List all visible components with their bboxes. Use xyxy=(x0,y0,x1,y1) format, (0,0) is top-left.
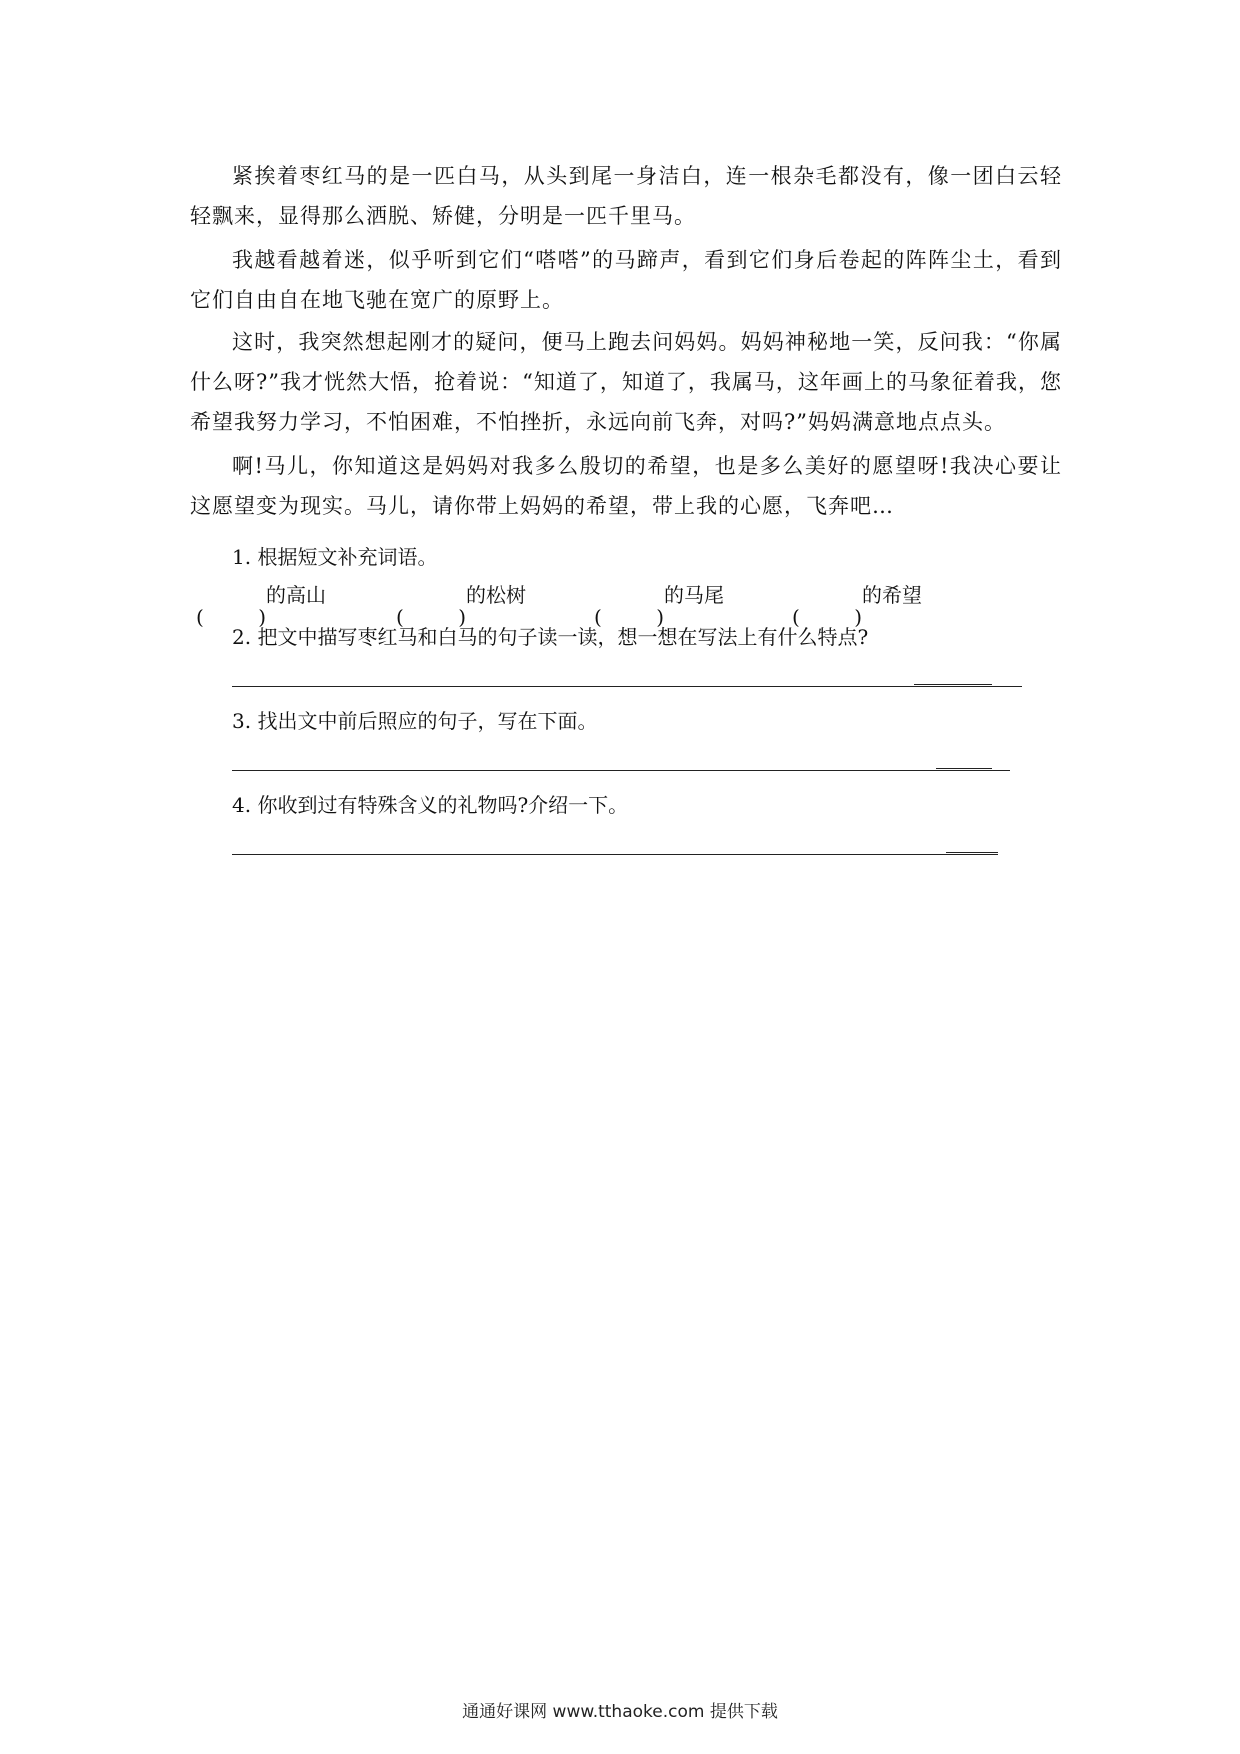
passage-paragraph-1: 紧挨着枣红马的是一匹白马，从头到尾一身洁白，连一根杂毛都没有，像一团白云轻轻飘来，显得那么洒脱、矫健，分明是一匹千里马。 xyxy=(190,164,1062,228)
word-blank-2[interactable]: ( ) 的松树 xyxy=(396,583,526,629)
passage-paragraph-2: 我越看越着迷，似乎听到它们“嗒嗒”的马蹄声，看到它们身后卷起的阵阵尘土，看到它们自由自在地飞驰在宽广的原野上。 xyxy=(190,248,1062,312)
word-blank-4[interactable]: ( ) 的希望 xyxy=(792,583,922,629)
question-2: 2. 把文中描写枣红马和白马的句子读一读，想一想在写法上有什么特点? xyxy=(232,625,869,649)
question-1: 1. 根据短文补充词语。 xyxy=(232,545,438,569)
word-blank-1[interactable]: ( ) 的高山 xyxy=(196,583,326,629)
blank-word: 的马尾 xyxy=(664,583,724,607)
question-4: 4. 你收到过有特殊含义的礼物吗?介绍一下。 xyxy=(232,793,629,817)
footer-download-note: 通通好课网 www.tthaoke.com 提供下载 xyxy=(462,1702,778,1722)
question-3: 3. 找出文中前后照应的句子，写在下面。 xyxy=(232,709,598,733)
blank-word: 的高山 xyxy=(266,583,326,607)
blank-word: 的松树 xyxy=(466,583,526,607)
blank-word: 的希望 xyxy=(862,583,922,607)
answer-line-4[interactable] xyxy=(232,854,998,855)
word-blank-3[interactable]: ( ) 的马尾 xyxy=(594,583,724,629)
passage-paragraph-3: 这时，我突然想起刚才的疑问，便马上跑去问妈妈。妈妈神秘地一笑，反问我：“你属什么呀?”我才恍然大悟，抢着说：“知道了，知道了，我属马，这年画上的马象征着我，您希望我努力学习，不怕困难，不怕挫折，永远向前飞奔，对吗?”妈妈满意地点点头。 xyxy=(190,330,1062,434)
passage-paragraph-4: 啊!马儿，你知道这是妈妈对我多么殷切的希望，也是多么美好的愿望呀!我决心要让这愿望变为现实。马儿，请你带上妈妈的希望，带上我的心愿，飞奔吧… xyxy=(190,454,1062,518)
answer-line-2[interactable] xyxy=(232,686,1022,687)
answer-line-3[interactable] xyxy=(232,770,1010,771)
word-blanks-row xyxy=(196,580,956,629)
